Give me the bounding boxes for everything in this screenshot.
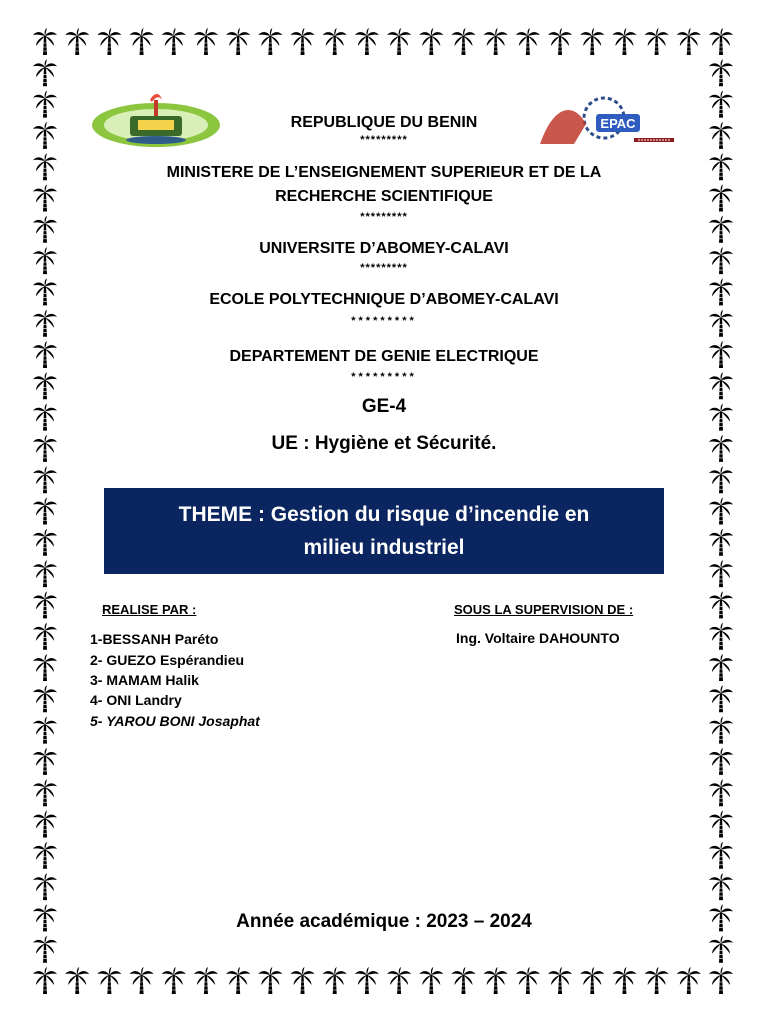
separator: ********* — [351, 315, 417, 327]
level-label: GE-4 — [361, 396, 407, 417]
republic-title: REPUBLIQUE DU BENIN — [290, 114, 478, 131]
palm-tree-icon — [709, 591, 733, 618]
ministry-line-2: RECHERCHE SCIENTIFIQUE — [275, 188, 493, 205]
palm-tree-icon — [33, 748, 57, 775]
palm-tree-icon — [258, 28, 282, 55]
separator: ********* — [360, 262, 408, 274]
supervision-label: SOUS LA SUPERVISION DE : — [454, 602, 634, 617]
palm-tree-icon — [709, 466, 733, 493]
theme-line-1: THEME : Gestion du risque d’incendie en — [178, 503, 590, 526]
palm-tree-icon — [33, 560, 57, 587]
palm-tree-icon — [33, 529, 57, 556]
palm-tree-icon — [33, 967, 57, 994]
palm-tree-icon — [33, 873, 57, 900]
palm-tree-icon — [516, 28, 540, 55]
separator: ********* — [360, 134, 408, 146]
separator: ********* — [360, 211, 408, 223]
palm-tree-icon — [709, 654, 733, 681]
palm-tree-icon — [162, 28, 186, 55]
palm-tree-icon — [33, 466, 57, 493]
palm-tree-icon — [709, 685, 733, 712]
palm-tree-icon — [323, 967, 347, 994]
palm-tree-icon — [709, 28, 733, 55]
palm-tree-icon — [645, 967, 669, 994]
palm-tree-icon — [516, 967, 540, 994]
palm-tree-icon — [548, 28, 572, 55]
palm-tree-icon — [162, 967, 186, 994]
palm-tree-icon — [709, 560, 733, 587]
palm-tree-icon — [709, 623, 733, 650]
palm-tree-icon — [33, 685, 57, 712]
palm-tree-icon — [65, 28, 89, 55]
palm-tree-icon — [709, 779, 733, 806]
palm-tree-icon — [548, 967, 572, 994]
palm-tree-icon — [291, 967, 315, 994]
palm-tree-icon — [33, 59, 57, 86]
palm-tree-icon — [709, 842, 733, 869]
palm-tree-icon — [709, 748, 733, 775]
palm-tree-icon — [33, 623, 57, 650]
palm-tree-icon — [419, 28, 443, 55]
palm-tree-icon — [709, 529, 733, 556]
palm-tree-icon — [612, 967, 636, 994]
palm-tree-icon — [97, 28, 121, 55]
palm-tree-icon — [451, 28, 475, 55]
palm-tree-icon — [709, 967, 733, 994]
palm-tree-icon — [709, 936, 733, 963]
palm-tree-icon — [226, 28, 250, 55]
palm-tree-icon — [419, 967, 443, 994]
palm-tree-icon — [355, 967, 379, 994]
palm-tree-icon — [580, 28, 604, 55]
palm-tree-icon — [33, 717, 57, 744]
palm-tree-icon — [33, 498, 57, 525]
palm-tree-icon — [709, 59, 733, 86]
palm-tree-icon — [226, 967, 250, 994]
palm-tree-icon — [194, 967, 218, 994]
palm-tree-icon — [355, 28, 379, 55]
palm-tree-icon — [677, 967, 701, 994]
palm-tree-icon — [709, 717, 733, 744]
palm-tree-icon — [65, 967, 89, 994]
theme-banner — [104, 488, 664, 574]
palm-tree-icon — [484, 28, 508, 55]
department-name: DEPARTEMENT DE GENIE ELECTRIQUE — [229, 348, 539, 365]
palm-tree-icon — [612, 28, 636, 55]
palm-tree-icon — [33, 779, 57, 806]
palm-tree-icon — [323, 28, 347, 55]
palm-tree-icon — [33, 842, 57, 869]
author-item: 4- ONI Landry — [90, 692, 182, 708]
theme-line-2: milieu industriel — [303, 536, 465, 559]
author-item: 1-BESSANH Paréto — [90, 631, 219, 647]
palm-tree-icon — [291, 28, 315, 55]
author-item: 5- YAROU BONI Josaphat — [90, 713, 260, 729]
palm-tree-icon — [580, 967, 604, 994]
university-name: UNIVERSITE D’ABOMEY-CALAVI — [259, 240, 509, 257]
palm-tree-icon — [645, 28, 669, 55]
separator: ********* — [351, 371, 417, 383]
palm-tree-icon — [33, 811, 57, 838]
school-name: ECOLE POLYTECHNIQUE D’ABOMEY-CALAVI — [209, 291, 559, 308]
palm-tree-icon — [33, 654, 57, 681]
palm-tree-icon — [484, 967, 508, 994]
palm-tree-icon — [130, 28, 154, 55]
palm-tree-icon — [97, 967, 121, 994]
authors-label: REALISE PAR : — [102, 602, 197, 617]
palm-tree-icon — [451, 967, 475, 994]
palm-tree-icon — [709, 498, 733, 525]
palm-tree-icon — [130, 967, 154, 994]
author-item: 3- MAMAM Halik — [90, 672, 199, 688]
academic-year: Année académique : 2023 – 2024 — [236, 911, 532, 932]
theme-title — [114, 498, 654, 564]
palm-tree-icon — [387, 28, 411, 55]
palm-tree-icon — [33, 591, 57, 618]
supervisor-name: Ing. Voltaire DAHOUNTO — [456, 630, 620, 646]
palm-tree-icon — [33, 28, 57, 55]
author-item: 2- GUEZO Espérandieu — [90, 652, 245, 668]
epac-logo-text: EPAC — [600, 116, 636, 131]
palm-tree-icon — [387, 967, 411, 994]
palm-tree-icon — [258, 967, 282, 994]
ministry-line-1: MINISTERE DE L’ENSEIGNEMENT SUPERIEUR ET DE LA — [166, 164, 602, 181]
course-label: UE : Hygiène et Sécurité. — [271, 433, 497, 454]
palm-tree-icon — [33, 936, 57, 963]
palm-tree-icon — [677, 28, 701, 55]
palm-tree-icon — [194, 28, 218, 55]
palm-tree-icon — [709, 873, 733, 900]
palm-tree-icon — [709, 811, 733, 838]
